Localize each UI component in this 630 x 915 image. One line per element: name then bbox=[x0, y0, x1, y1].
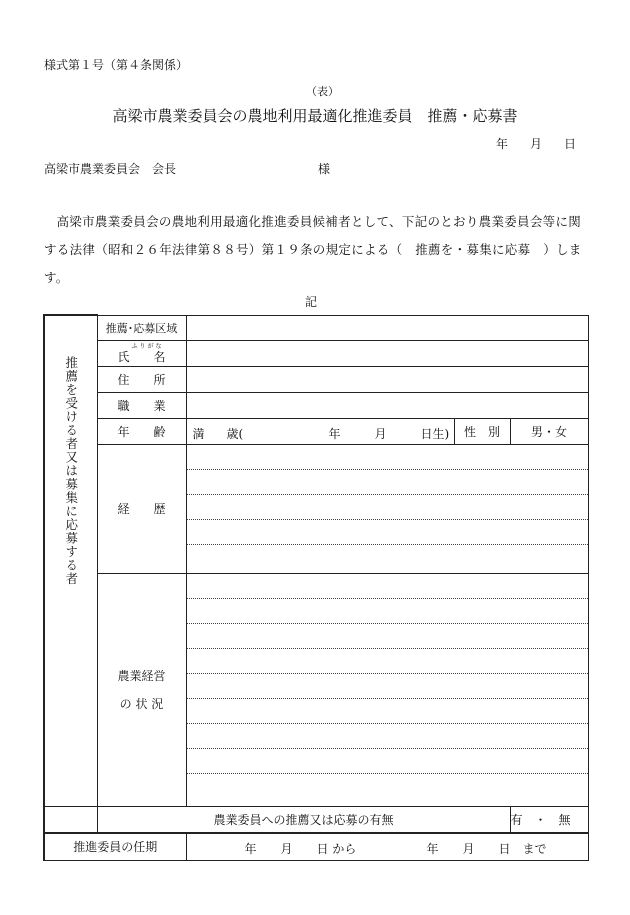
term-to: 年 月 日 まで bbox=[426, 842, 547, 856]
farming-line bbox=[187, 624, 588, 649]
term-from: 年 月 日 から bbox=[244, 842, 357, 856]
date-line bbox=[496, 135, 576, 152]
recommendation-options[interactable]: 有 ・ 無 bbox=[510, 806, 588, 833]
career-line bbox=[187, 495, 588, 520]
name-field[interactable] bbox=[186, 340, 588, 366]
career-label: 経 歴 bbox=[97, 444, 186, 573]
career-field[interactable] bbox=[186, 444, 588, 573]
name-label: 氏 名 bbox=[117, 349, 166, 364]
address-label: 住 所 bbox=[97, 366, 186, 392]
body-text: 高梁市農業委員会の農地利用最適化推進委員候補者として、下記のとおり農業委員会等に関する法律（昭和２６年法律第８８号）第１９条の規定による（ 推薦を・募集に応募 ）します。 bbox=[44, 214, 582, 285]
farming-label-1: 農業経営 bbox=[117, 668, 166, 683]
farming-line bbox=[187, 774, 588, 805]
area-field[interactable] bbox=[186, 315, 588, 340]
honorific: 様 bbox=[318, 162, 331, 176]
farming-line bbox=[187, 649, 588, 674]
ki-heading: 記 bbox=[305, 295, 318, 309]
birth-month: 月 bbox=[374, 426, 387, 441]
age-full: 満 bbox=[192, 426, 205, 441]
age-sai: 歳( bbox=[226, 426, 244, 441]
sex-label: 性 別 bbox=[454, 418, 510, 444]
age-label: 年 齢 bbox=[97, 418, 186, 444]
farming-line bbox=[187, 699, 588, 724]
form-number: 様式第１号（第４条関係） bbox=[44, 58, 189, 72]
farming-line bbox=[187, 574, 588, 599]
farming-line bbox=[187, 724, 588, 749]
side-label: （表） bbox=[306, 85, 339, 98]
recommendation-label: 農業委員への推薦又は応募の有無 bbox=[97, 806, 510, 833]
career-line bbox=[187, 545, 588, 570]
date-month: 月 bbox=[530, 137, 543, 151]
name-ruby: ふりがな bbox=[131, 342, 164, 350]
career-line bbox=[187, 445, 588, 470]
farming-line bbox=[187, 749, 588, 774]
addressee: 高梁市農業委員会 会長 bbox=[44, 162, 177, 176]
birth-day: 日生) bbox=[420, 426, 450, 441]
date-day: 日 bbox=[564, 137, 577, 151]
occupation-label: 職 業 bbox=[97, 392, 186, 418]
career-line bbox=[187, 470, 588, 495]
area-label: 推薦･応募区域 bbox=[97, 315, 186, 340]
date-year: 年 bbox=[496, 137, 509, 151]
side-group-cell bbox=[44, 315, 97, 806]
birth-year: 年 bbox=[328, 426, 341, 441]
career-line bbox=[187, 520, 588, 545]
name-label-cell bbox=[97, 340, 186, 366]
occupation-field[interactable] bbox=[186, 392, 588, 418]
farming-label-2: の 状 況 bbox=[119, 696, 164, 711]
term-field[interactable] bbox=[186, 833, 588, 860]
address-field[interactable] bbox=[186, 366, 588, 392]
farming-field[interactable] bbox=[186, 573, 588, 806]
sex-options[interactable]: 男・女 bbox=[510, 418, 588, 444]
farming-line bbox=[187, 674, 588, 699]
term-label: 推進委員の任期 bbox=[44, 833, 186, 860]
side-group-label: 推薦を受ける者又は募集に応募する者 bbox=[63, 355, 79, 586]
farming-line bbox=[187, 599, 588, 624]
age-field[interactable] bbox=[186, 418, 454, 444]
application-table bbox=[43, 314, 589, 861]
recommendation-spacer bbox=[44, 806, 97, 833]
page-title: 高梁市農業委員会の農地利用最適化推進委員 推薦・応募書 bbox=[112, 107, 518, 125]
farming-label-cell bbox=[97, 573, 186, 806]
